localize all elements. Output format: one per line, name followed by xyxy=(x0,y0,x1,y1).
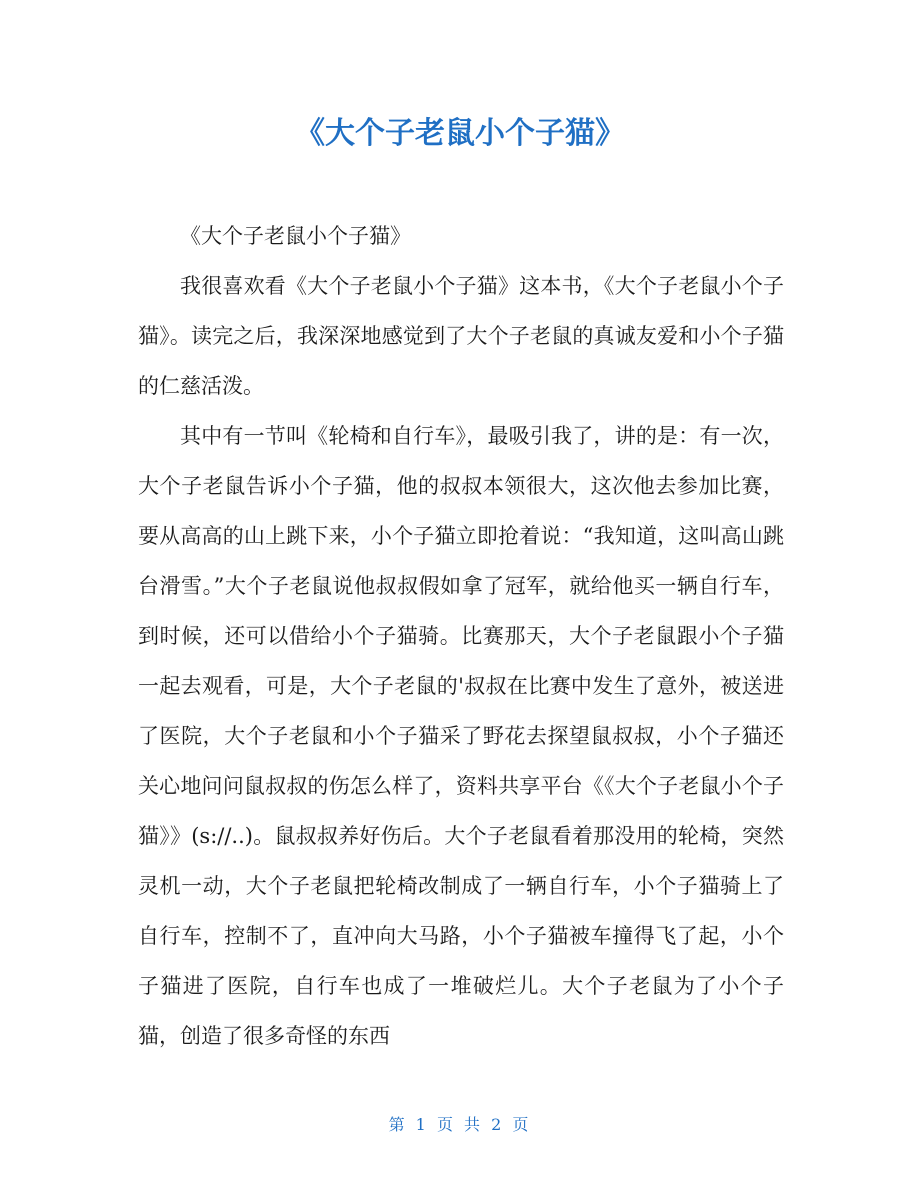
paragraph-1: 《大个子老鼠小个子猫》 xyxy=(180,224,411,248)
paragraph-2: 我很喜欢看《大个子老鼠小个子猫》这本书，《大个子老鼠小个子猫》。读完之后，我深深地感觉到了大个子老鼠的真诚友爱和小个子猫的仁慈活泼。 xyxy=(138,274,784,398)
page-footer: 第 1 页 共 2 页 xyxy=(388,1115,532,1134)
paragraph-3: 其中有一节叫《轮椅和自行车》，最吸引我了，讲的是：有一次，大个子老鼠告诉小个子猫，他的叔叔本领很大，这次他去参加比赛，要从高高的山上跳下来，小个子猫立即抢着说：“我知道，这叫高山跳台滑雪。”大个子老鼠说他叔叔假如拿了冠军，就给他买一辆自行车，到时候，还可以借给小个子猫骑。比赛那天，大个子老鼠跟小个子猫一起去观看，可是，大个子老鼠的'叔叔在比赛中发生了意外，被送进了医院，大个子老鼠和小个子猫采了野花去探望鼠叔叔，小个子猫还关心地问问鼠叔叔的伤怎么样了，资料共享平台《《大个子老鼠小个子猫》》(s://..)。鼠叔叔养好伤后。大个子老鼠看着那没用的轮椅，突然灵机一动，大个子老鼠把轮椅改制成了一辆自行车，小个子猫骑上了自行车，控制不了，直冲向大马路，小个子猫被车撞得飞了起，小个子猫进了医院，自行车也成了一堆破烂儿。大个子老鼠为了小个子猫，创造了很多奇怪的东西 xyxy=(138,424,784,1048)
document-body xyxy=(138,211,784,1061)
document-title: 《大个子老鼠小个子猫》 xyxy=(295,116,625,151)
